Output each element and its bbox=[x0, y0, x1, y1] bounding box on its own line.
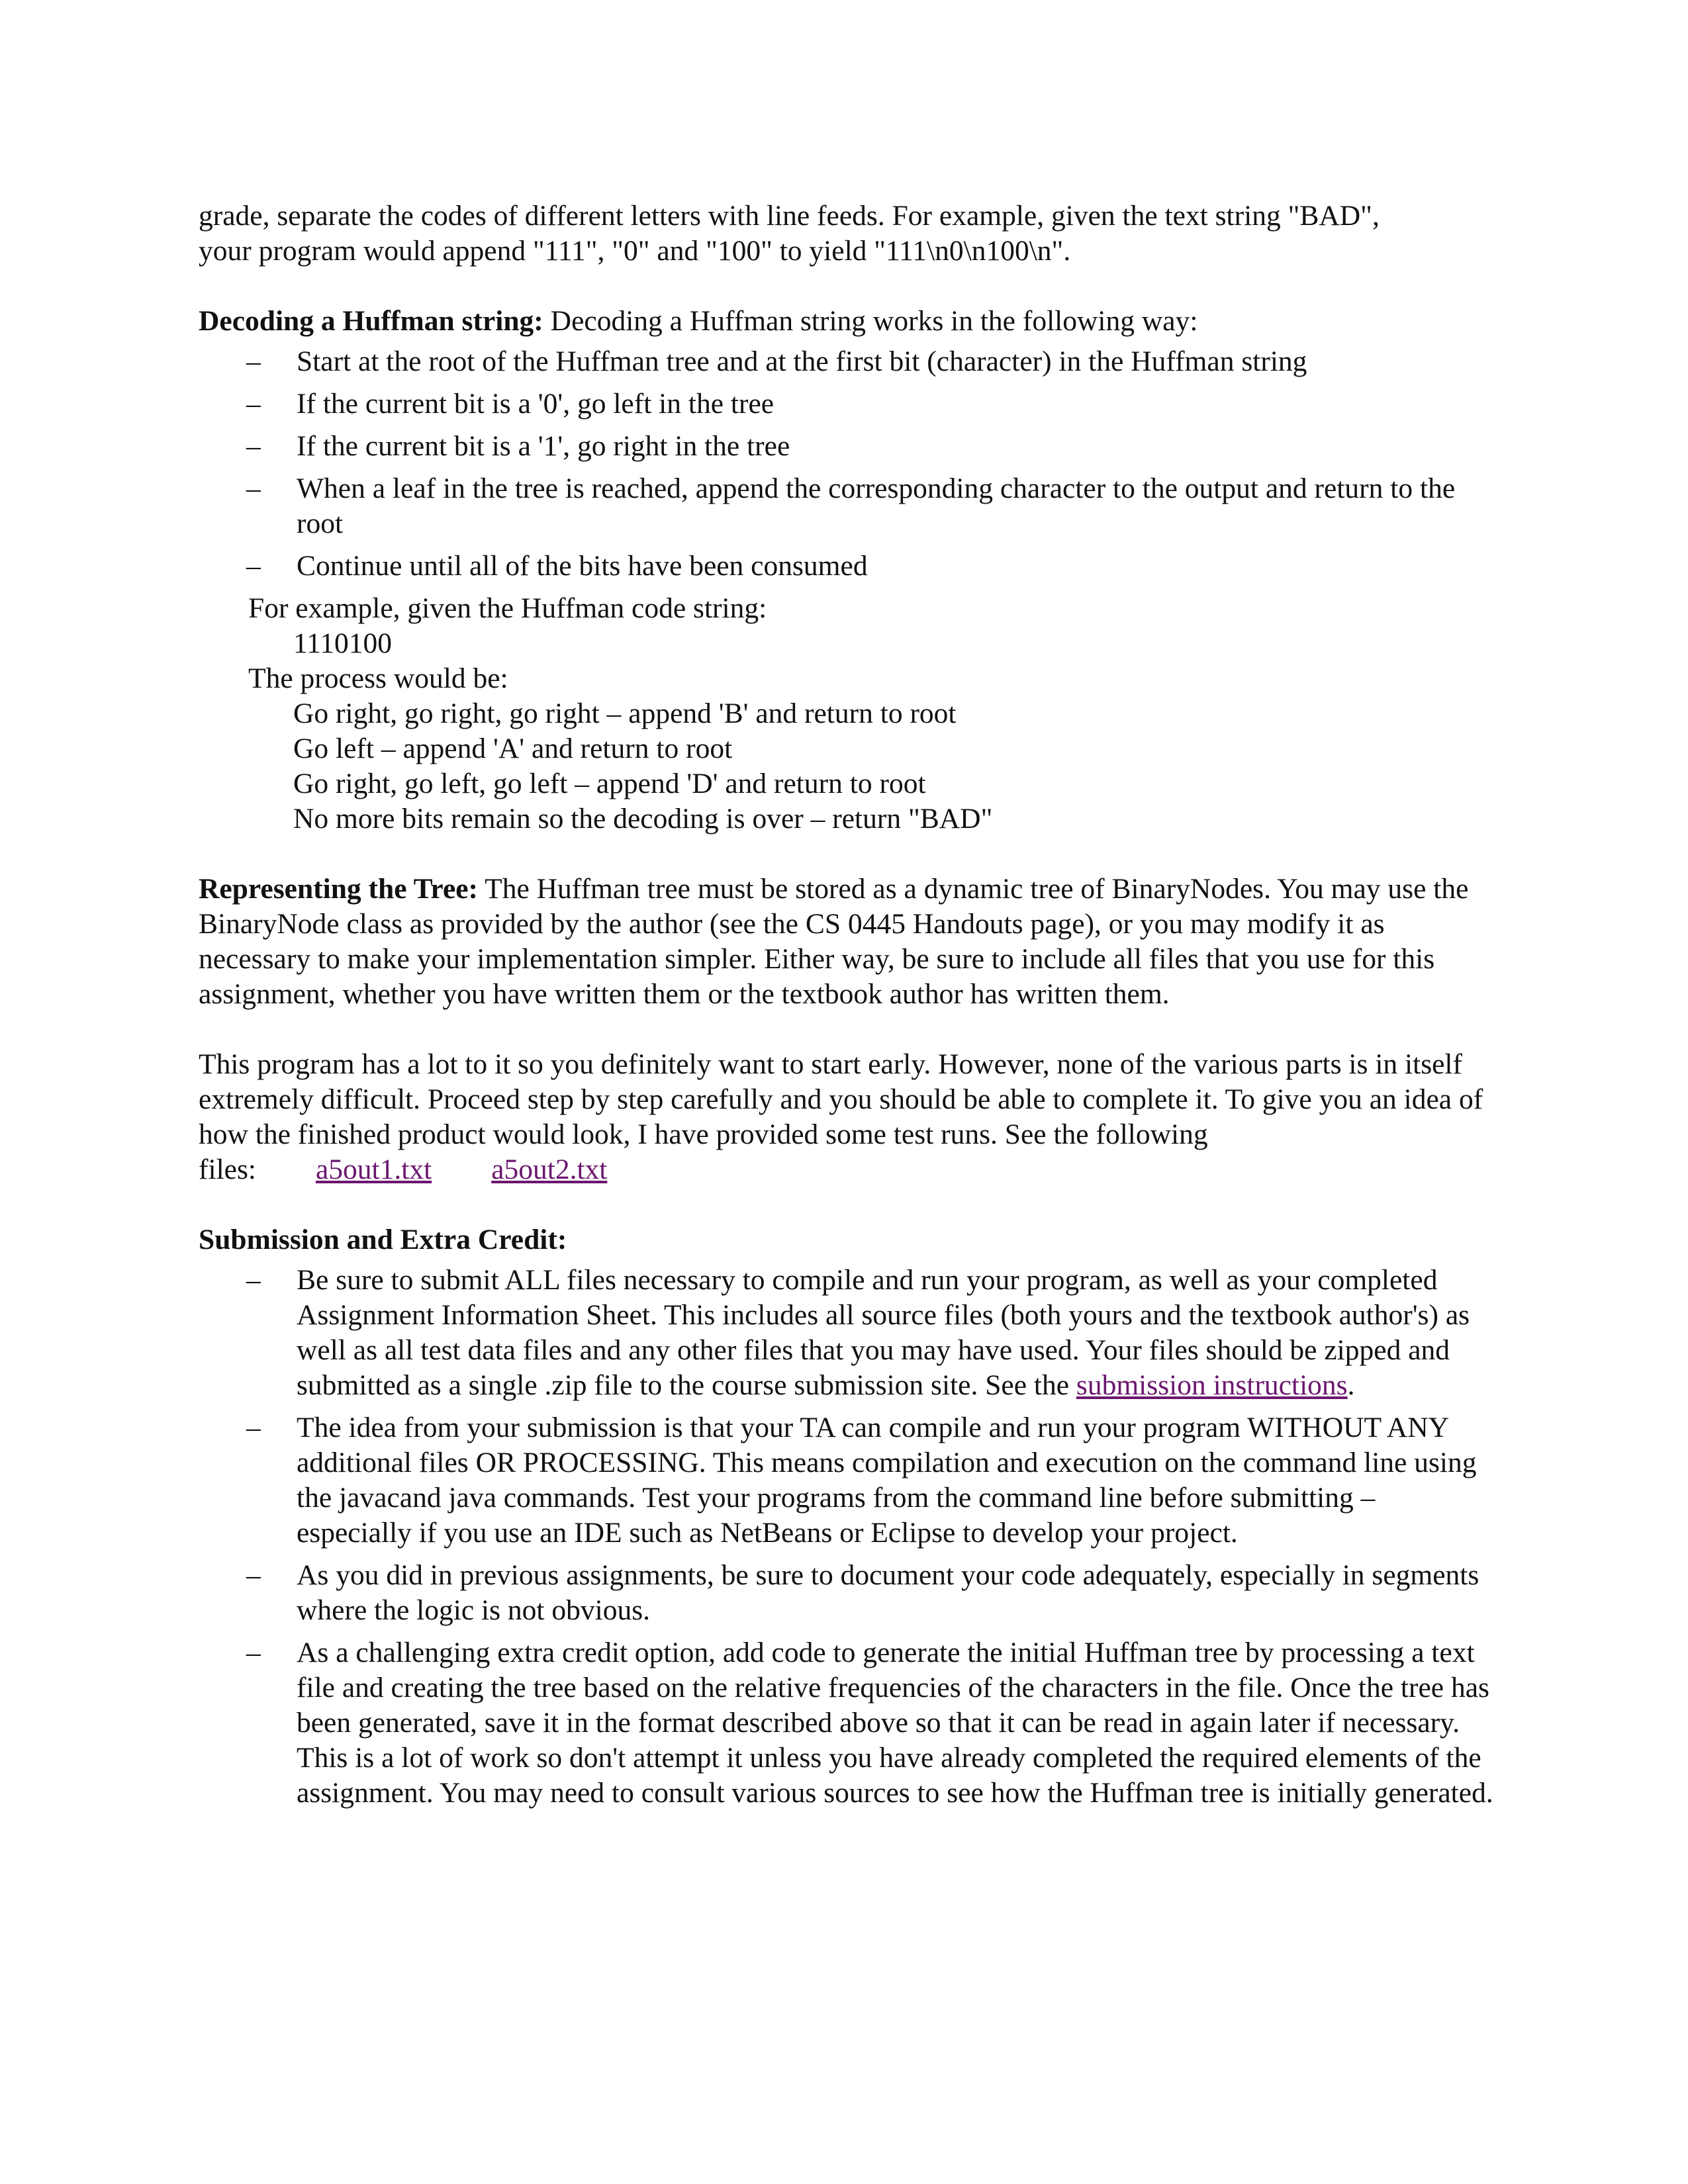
tree-paragraph bbox=[199, 872, 1496, 1012]
submission-list bbox=[199, 1263, 1496, 1811]
intro-line-2: your program would append "111", "0" and "100" to yield "111\n0\n100\n". bbox=[199, 235, 1071, 267]
list-item: – As you did in previous assignments, be sure to document your code adequately, especially in segments where the logic is not obvious. bbox=[246, 1559, 1479, 1626]
dash-bullet: – bbox=[246, 345, 261, 377]
list-item: – The idea from your submission is that your TA can compile and run your program WITHOUT ANY additional files OR PROCESSING. This means compilation and execution on the command line using the javacand java commands. Test your programs from the command line before submitting – especially if you use an IDE such as NetBeans or Eclipse to develop your project. bbox=[246, 1412, 1477, 1549]
submission-heading: Submission and Extra Credit: bbox=[199, 1224, 567, 1255]
tree-text: The Huffman tree must be stored as a dynamic tree of BinaryNodes. You may use the BinaryNode class as provided by the author (see the CS 0445 Handouts page), or you may modify it as necessary to make your implementation simpler. Either way, be sure to include all files that you use for this assignment, whether you have written them or the textbook author has written them. bbox=[199, 873, 1469, 1010]
intro-line-1: grade, separate the codes of different letters with line feeds. For example, given the text string "BAD", bbox=[199, 200, 1380, 232]
list-item: – When a leaf in the tree is reached, append the corresponding character to the output and return to the root bbox=[246, 473, 1456, 539]
list-item: – Start at the root of the Huffman tree and at the first bit (character) in the Huffman string bbox=[199, 344, 1496, 379]
program-paragraph bbox=[199, 1047, 1496, 1187]
list-item: – If the current bit is a '0', go left in the tree bbox=[199, 387, 1496, 422]
files-row bbox=[199, 1154, 607, 1185]
decoding-steps-list bbox=[199, 344, 1496, 584]
dash-bullet: – bbox=[246, 430, 261, 462]
dash-bullet: – bbox=[246, 473, 261, 504]
process-intro: The process would be: bbox=[248, 662, 508, 694]
decoding-lead: Decoding a Huffman string works in the following way: bbox=[543, 305, 1198, 337]
example-code: 1110100 bbox=[293, 627, 393, 659]
process-step: Go right, go left, go left – append 'D' and return to root bbox=[293, 768, 926, 799]
list-item: – Be sure to submit ALL files necessary to compile and run your program, as well as your completed Assignment Information Sheet. This includes all source files (both yours and the textbook author's) as well as all test data files and any other files that you may have used. Your files should be zipped and submitted as a single .zip file to the course submission site. See the submission instructions. bbox=[246, 1264, 1470, 1401]
process-step: Go right, go right, go right – append 'B' and return to root bbox=[293, 698, 957, 729]
example-intro: For example, given the Huffman code string: bbox=[248, 592, 767, 624]
intro-paragraph bbox=[199, 199, 1496, 269]
dash-bullet: – bbox=[246, 550, 261, 582]
process-step: Go left – append 'A' and return to root bbox=[293, 733, 733, 764]
dash-bullet: – bbox=[246, 1264, 261, 1296]
submission-heading-line bbox=[199, 1222, 1496, 1257]
program-text: This program has a lot to it so you definitely want to start early. However, none of the various parts is in itself extremely difficult. Proceed step by step carefully and you should be able to complete it. To give you an idea of how the finished product would look, I have provided some test runs. See the following bbox=[199, 1048, 1483, 1150]
dash-bullet: – bbox=[246, 1412, 261, 1443]
file-link-a5out1[interactable]: a5out1.txt bbox=[315, 1154, 432, 1185]
submission-instructions-link[interactable]: submission instructions bbox=[1076, 1369, 1348, 1401]
process-step: No more bits remain so the decoding is over – return "BAD" bbox=[293, 803, 993, 835]
page-content bbox=[199, 199, 1496, 1818]
list-item: – Continue until all of the bits have been consumed bbox=[199, 549, 1496, 584]
decoding-heading: Decoding a Huffman string: bbox=[199, 305, 543, 337]
list-item: – As a challenging extra credit option, add code to generate the initial Huffman tree by processing a text file and creating the tree based on the relative frequencies of the characters in the file. Once the tree has been generated, save it in the format described above so that it can be read in again later if necessary. This is a lot of work so don't attempt it unless you have already completed the required elements of the assignment. You may need to consult various sources to see how the Huffman tree is initially generated. bbox=[246, 1637, 1493, 1809]
decoding-section-intro bbox=[199, 304, 1496, 339]
file-link-a5out2[interactable]: a5out2.txt bbox=[491, 1154, 608, 1185]
dash-bullet: – bbox=[246, 1559, 261, 1591]
dash-bullet: – bbox=[246, 388, 261, 420]
list-item: – If the current bit is a '1', go right in the tree bbox=[199, 429, 1496, 464]
dash-bullet: – bbox=[246, 1637, 261, 1668]
tree-heading: Representing the Tree: bbox=[199, 873, 479, 905]
files-label: files: bbox=[199, 1154, 256, 1185]
